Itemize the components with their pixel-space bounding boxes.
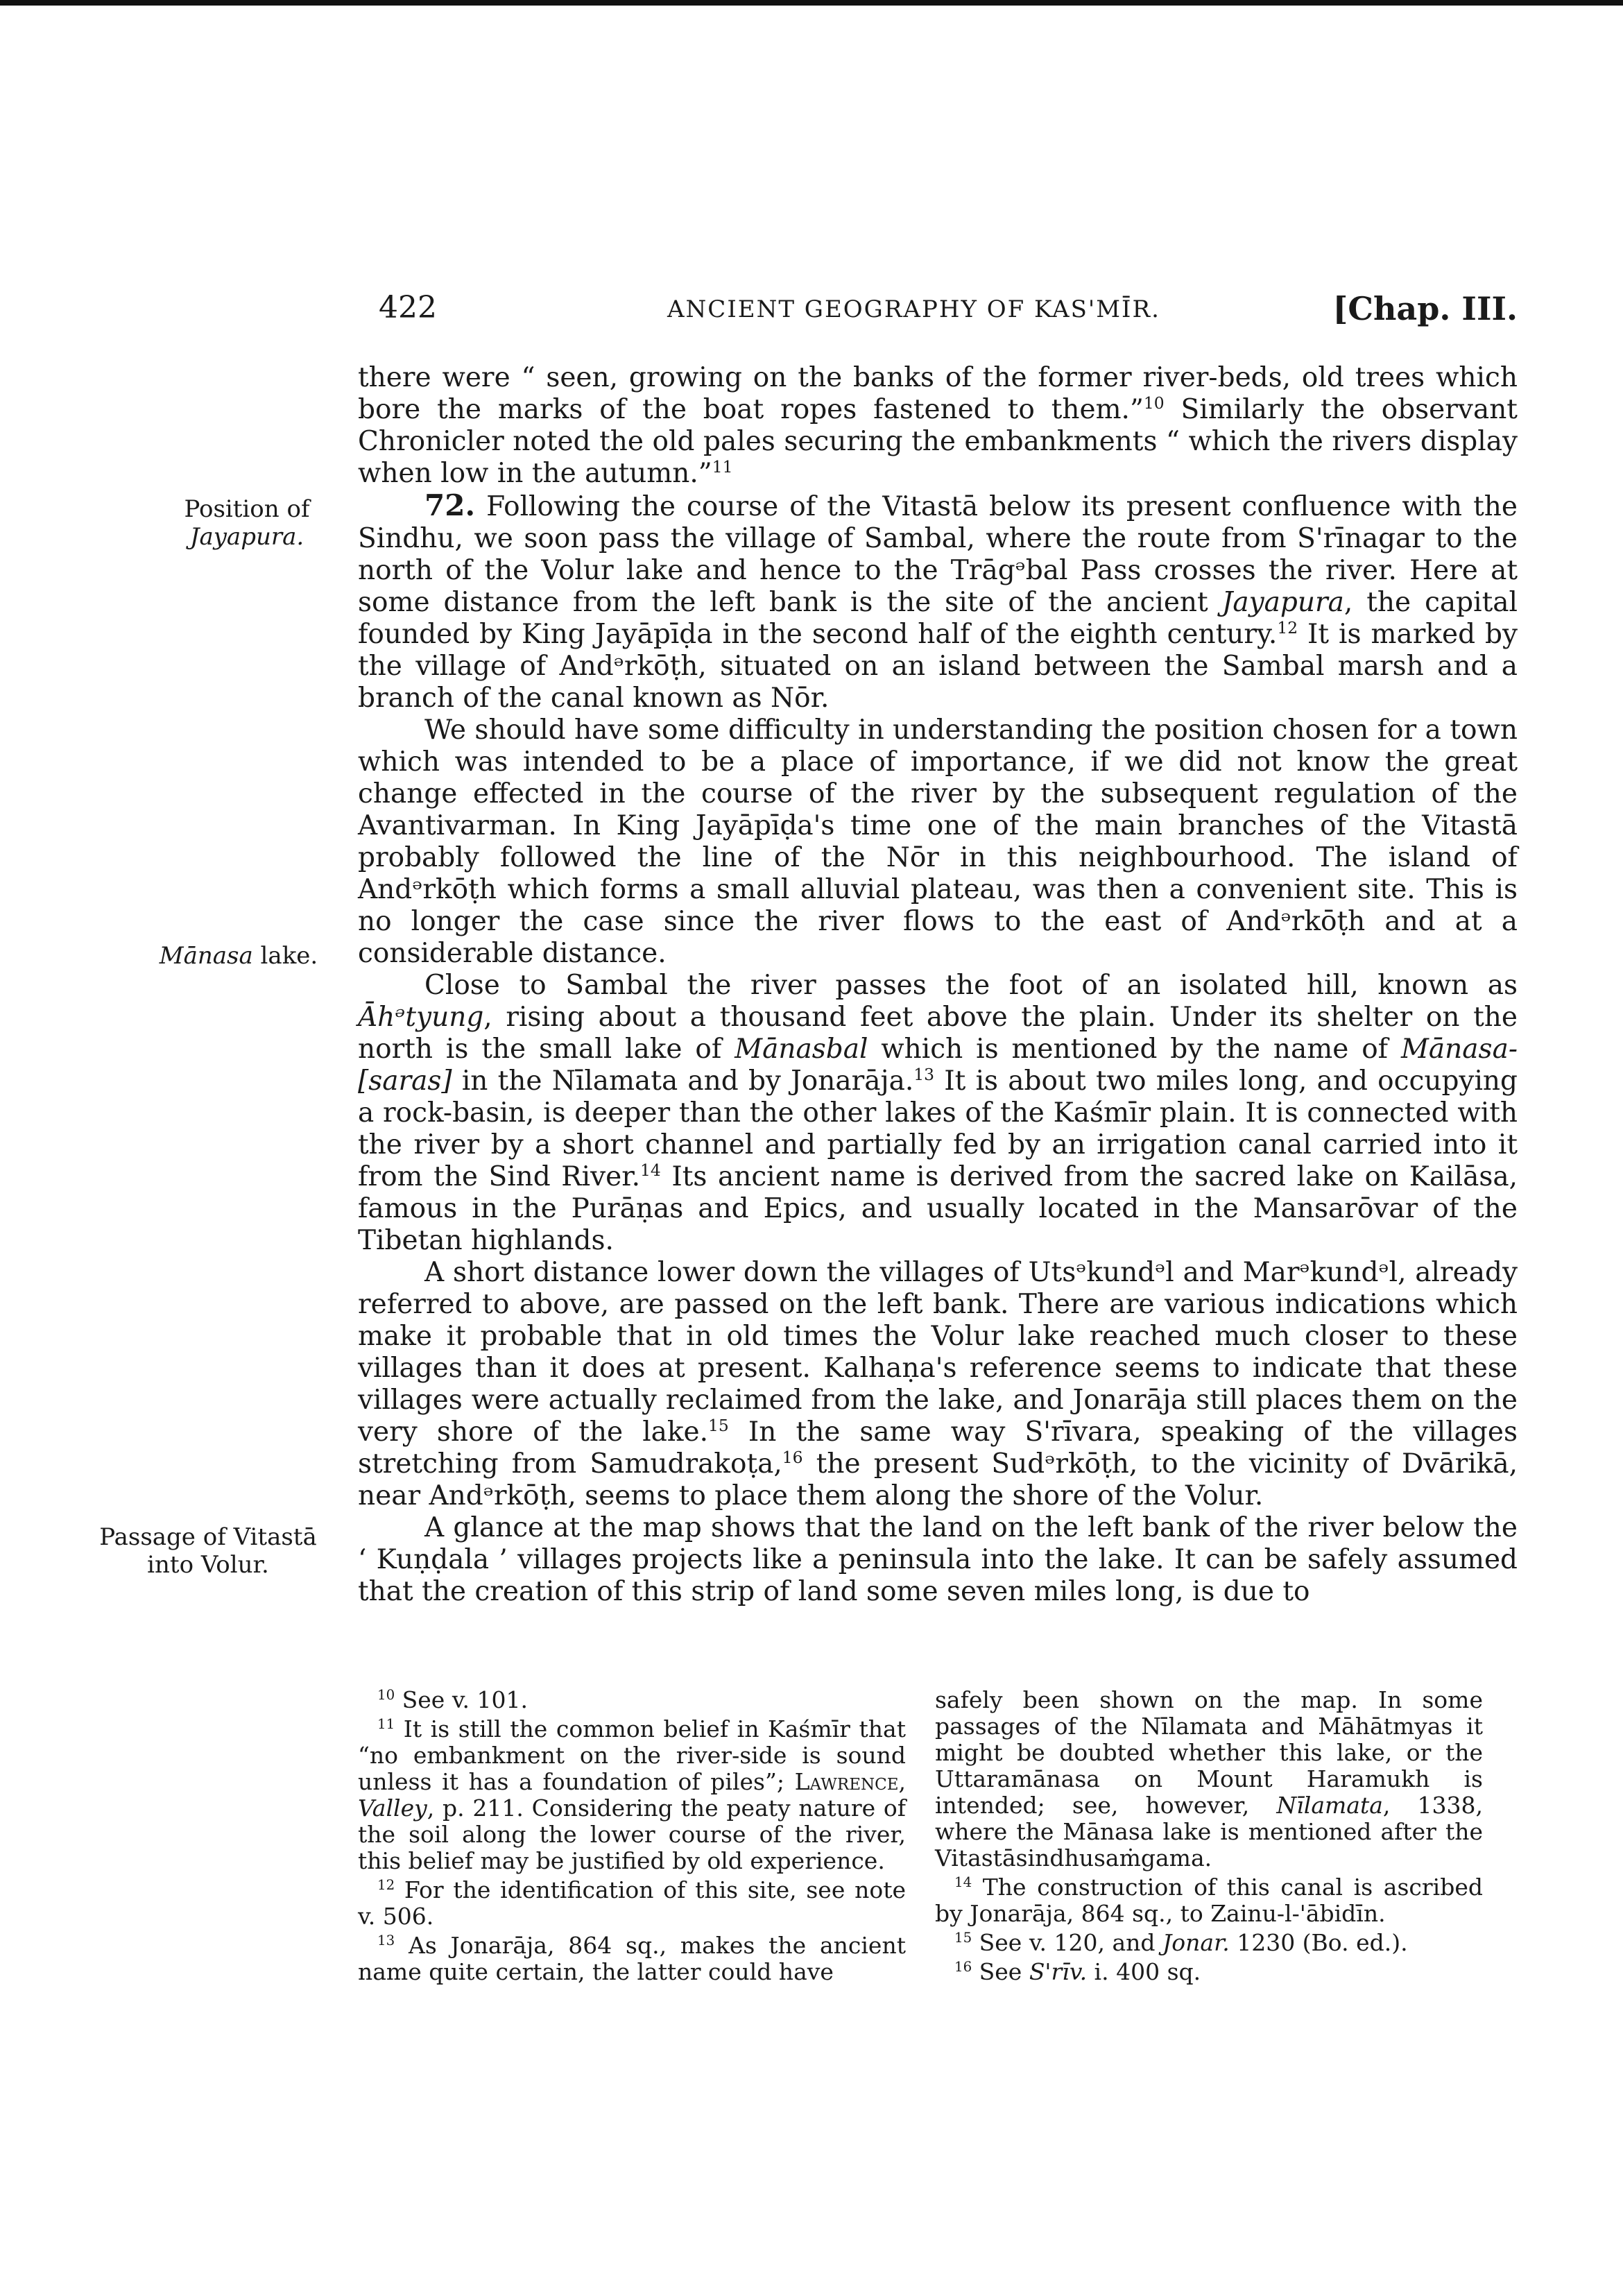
paragraph-3: We should have some difficulty in understanding the position chosen for a town which was intended to be a place of importance, if we did not know the great change effected in the course of the river by the subsequent regulation of the Avantivarman. In King Jayāpīḍa's time one of the main branches of the Vitastā probably followed the line of the Nōr in this neighbourhood. The island of Andᵊrkōṭh which forms a small alluvial plateau, was then a convenient site. This is no longer the case since the river flows to the east of Andᵊrkōṭh and at a considerable distance. [358,714,1518,969]
footnote-13: $^{13}$ As Jonarāja, 864 sq., makes the ancient name quite certain, the latter could have [358,1932,906,1985]
running-title: ANCIENT GEOGRAPHY OF KAS'MĪR. [667,295,1160,323]
page-number: 422 [379,290,437,325]
paragraph-manasa: Close to Sambal the river passes the foot of an isolated hill, known as Āhᵊtyung, rising about a thousand feet above the plain. Under its shelter on the north is the small lake of Mānasbal which is mentioned by the name of Mānasa-[saras] in the Nīlamata and by Jonarāja.$^{13}$ It is about two miles long, and occupying a rock-basin, is deeper than the other lakes of the Kaśmīr plain. It is connected with the river by a short channel and partially fed by an irrigation canal carried into it from the Sind River.$^{14}$ Its ancient name is derived from the sacred lake on Kailāsa, famous in the Purāṇas and Epics, and usually located in the Mansarōvar of the Tibetan highlands. [358,970,1518,1256]
chapter-label: [Chap. III. [1332,290,1518,327]
footnote-ref-11: 11 [712,457,733,477]
sidenote-manasa [128,942,350,970]
body-text [358,362,1518,1608]
footnote-ref-13: 13 [913,1065,935,1084]
paragraph-1: there were “ seen, growing on the banks of the former river-beds, old trees which bore the marks of the boat ropes fastened to them.”$^{10}$ Similarly the observant Chronicler noted the old pales securing the embankments “ which the rivers display when low in the autumn.”$^{11}$ [358,362,1518,489]
footnote-ref-16: 16 [782,1448,803,1467]
footnote-16: $^{16}$ See S'rīv. i. 400 sq. [954,1958,1201,1985]
footnote-13-continued: safely been shown on the map. In some passages of the Nīlamata and Māhātmyas it might be doubted whether this lake, or the Uttaramānasa on Mount Haramukh is intended; see, however, Nīlamata, 1338, where the Mānasa lake is mentioned after the Vitastāsindhusaṁgama. [935,1686,1483,1871]
sidenote-vitasta-line2: into Volur. [147,1551,269,1579]
page-header [379,290,1518,339]
footnotes-right-column [935,1687,1483,1988]
paragraph-section-72: 72. Following the course of the Vitastā below its present confluence with the Sindhu, we soon pass the village of Sambal, where the route from S'rīnagar to the north of the Volur lake and hence to the Trāgᵊbal Pass crosses the river. Here at some distance from the left bank is the site of the ancient Jayapura, the capital founded by King Jayāpīḍa in the second half of the eighth century.$^{12}$ It is marked by the village of Andᵊrkōṭh, situated on an island between the Sambal marsh and a branch of the canal known as Nōr. [358,488,1518,714]
sidenote-vitasta-line1: Passage of Vitastā [99,1523,317,1551]
footnote-11: $^{11}$ It is still the common belief in Kaśmīr that “no embankment on the river-side is sound unless it has a foundation of piles”; Lawrence, Valley, p. 211. Considering the peaty nature of the soil along the lower course of the river, this belief may be justified by old experience. [358,1715,906,1874]
sidenote-manasa-label: lake. [260,942,318,970]
footnote-ref-14: 14 [640,1160,661,1180]
footnote-ref-10: 10 [1143,393,1165,413]
footnote-10: $^{10}$ See v. 101. [377,1686,529,1713]
footnote-14: $^{14}$ The construction of this canal is ascribed by Jonarāja, 864 sq., to Zainu-l-'ābidīn. [935,1874,1483,1927]
sidenote-jayapura-name: Jayapura. [189,523,304,551]
sidenote-manasa-name: Mānasa [159,942,253,970]
paragraph-6: A glance at the map shows that the land on the left bank of the river below the ‘ Kuṇḍala ’ villages projects like a peninsula into the lake. It can be safely assumed that the creation of this strip of land some seven miles long, is due to [358,1512,1518,1607]
footnotes-left-column [358,1687,906,1988]
sidenote-jayapura-label: Position of [184,495,310,523]
paragraph-5: A short distance lower down the villages of Utsᵊkundᵊl and Marᵊkundᵊl, already referred to above, are passed on the left bank. There are various indications which make it probable that in old times the Volur lake reached much closer to these villages than it does at present. Kalhaṇa's reference seems to indicate that these villages were actually reclaimed from the lake, and Jonarāja still places them on the very shore of the lake.$^{15}$ In the same way S'rīvara, speaking of the villages stretching from Samudrakoṭa,$^{16}$ the present Sudᵊrkōṭh, to the vicinity of Dvārikā, near Andᵊrkōṭh, seems to place them along the shore of the Volur. [358,1257,1518,1511]
footnote-15: $^{15}$ See v. 120, and Jonar. 1230 (Bo. ed.). [954,1929,1408,1956]
footnote-12: $^{12}$ For the identification of this site, see note v. 506. [358,1876,906,1930]
section-number: 72. [424,488,476,522]
footnote-ref-12: 12 [1277,618,1298,637]
footnote-ref-15: 15 [708,1416,729,1435]
sidenote-vitasta [97,1523,319,1579]
sidenote-jayapura [136,495,358,551]
